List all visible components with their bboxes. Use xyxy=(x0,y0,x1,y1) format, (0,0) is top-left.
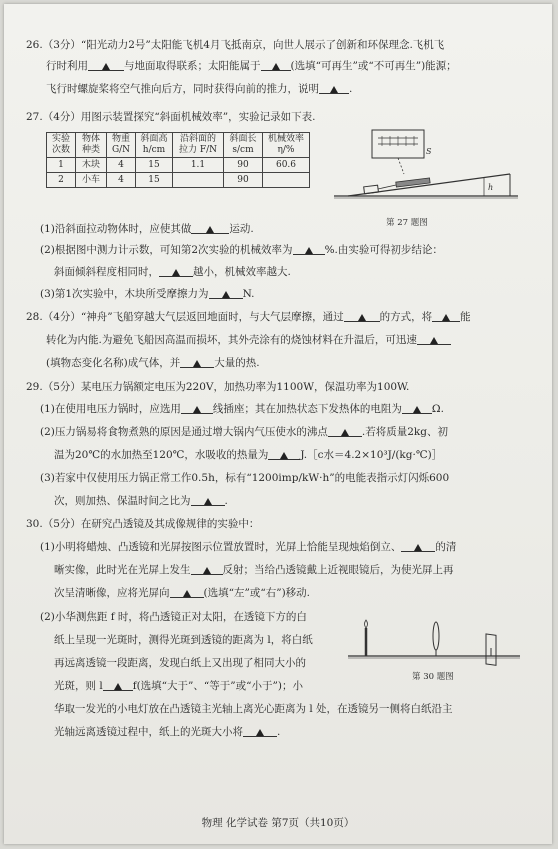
text: (1)沿斜面拉动物体时，应使其做 xyxy=(40,223,192,235)
cell: 2 xyxy=(47,173,76,188)
cell xyxy=(173,173,224,188)
answer-blank[interactable] xyxy=(170,587,204,598)
cell: 4 xyxy=(107,158,136,173)
text: f(选填“大于”、“等于”或“小于”)；小 xyxy=(132,680,303,692)
q26-line2 xyxy=(46,59,457,74)
header-cell: 物体 种类 xyxy=(76,133,107,158)
figure-caption: 第 27 题图 xyxy=(386,218,428,228)
text: . xyxy=(224,495,228,507)
q29-sub3-cont xyxy=(54,494,228,509)
triangle-icon xyxy=(414,544,422,551)
header-cell: 机械效率 η/% xyxy=(263,133,310,158)
height-label: h xyxy=(488,183,494,192)
triangle-icon xyxy=(172,269,180,276)
q30-line1 xyxy=(26,517,259,532)
answer-blank[interactable] xyxy=(88,60,124,71)
text: (1)小明将蜡烛、凸透镜和光屏按图示位置放置时，光屏上恰能呈现烛焰倒立、 xyxy=(40,541,402,553)
triangle-icon xyxy=(204,498,212,505)
q30-sub2-line1 xyxy=(40,610,307,625)
text: 越小，机械效率越大. xyxy=(193,266,291,278)
cell: 60.6 xyxy=(263,158,310,173)
answer-blank[interactable] xyxy=(103,680,133,691)
text: (填物态变化名称)成气体，并 xyxy=(46,357,181,369)
text: .若将质量2kg、初 xyxy=(361,426,448,438)
table-header-row xyxy=(47,133,310,158)
q28-line3 xyxy=(46,356,260,371)
cell: 1.1 xyxy=(173,158,224,173)
triangle-icon xyxy=(358,314,366,321)
q27-sub2-cont xyxy=(54,265,291,280)
text: 27.（4分）用图示装置探究“斜面机械效率”，实验记录如下表. xyxy=(26,111,316,123)
answer-blank[interactable] xyxy=(344,311,380,322)
q30-sub1 xyxy=(40,540,456,555)
cell: 4 xyxy=(107,173,136,188)
text: Ω. xyxy=(431,403,444,415)
text: 反射；当给凸透镜戴上近视眼镜后，为使光屏上再 xyxy=(222,564,454,576)
text: (选填“可再生”或“不可再生”)能源； xyxy=(290,60,457,72)
header-cell: 沿斜面的 拉力 F/N xyxy=(173,133,224,158)
text: 转化为内能.为避免飞船因高温而损坏，其外壳涂有的烧蚀材料在升温后，可迅速 xyxy=(46,334,417,346)
answer-blank[interactable] xyxy=(191,495,225,506)
convex-lens xyxy=(433,622,439,650)
triangle-icon xyxy=(256,729,264,736)
text: 行时利用 xyxy=(46,60,88,72)
q30-sub1-cont1 xyxy=(54,563,454,578)
figure-30 xyxy=(344,608,524,668)
triangle-icon xyxy=(305,247,313,254)
q30-sub2-line4 xyxy=(54,679,303,694)
header-cell: 物重 G/N xyxy=(107,133,136,158)
cell: 90 xyxy=(224,158,263,173)
experiment-table xyxy=(46,132,310,188)
text: 再远离透镜一段距离，发现白纸上又出现了相同大小的 xyxy=(54,657,306,669)
answer-blank[interactable] xyxy=(159,266,193,277)
triangle-icon xyxy=(430,337,438,344)
q29-sub2-cont xyxy=(54,448,442,463)
answer-blank[interactable] xyxy=(180,357,214,368)
triangle-icon xyxy=(203,567,211,574)
triangle-icon xyxy=(183,590,191,597)
length-label: S xyxy=(426,147,432,156)
table-row xyxy=(47,173,310,188)
block xyxy=(364,185,379,194)
text: (1)在使用电压力锅时，应选用 xyxy=(40,403,181,415)
q30-sub2-line5 xyxy=(54,702,453,717)
answer-blank[interactable] xyxy=(417,334,451,345)
triangle-icon xyxy=(206,226,214,233)
text: %.由实验可得初步结论： xyxy=(324,244,443,256)
answer-blank[interactable] xyxy=(402,403,432,414)
triangle-icon xyxy=(280,452,288,459)
text: (2)压力锅易将食物煮熟的原因是通过增大锅内气压使水的沸点 xyxy=(40,426,328,438)
triangle-icon xyxy=(442,314,450,321)
cell: 木块 xyxy=(76,158,107,173)
text: 大量的热. xyxy=(214,357,260,369)
header-cell: 斜面高 h/cm xyxy=(136,133,173,158)
q28-line2 xyxy=(46,333,451,348)
page-footer: 物理 化学试卷 第7页（共10页） xyxy=(201,817,355,829)
text: 的清 xyxy=(435,541,457,553)
text: 华取一发光的小电灯放在凸透镜主光轴上离光心距离为 l 处，在透镜另一侧将白纸沿主 xyxy=(54,703,453,715)
text: 线插座；其在加热状态下发热体的电阻为 xyxy=(212,403,402,415)
text: . xyxy=(277,726,281,738)
q27-sub1 xyxy=(40,222,254,237)
text: 与地面取得联系；太阳能属于 xyxy=(124,60,261,72)
text: 能 xyxy=(460,311,471,323)
q30-sub2-line3 xyxy=(54,656,306,671)
cell: 15 xyxy=(136,173,173,188)
q29-sub1 xyxy=(40,402,444,417)
text: 纸上呈现一光斑时，测得光斑到透镜的距离为 l，将白纸 xyxy=(54,634,313,646)
triangle-icon xyxy=(114,683,122,690)
q30-sub1-cont2 xyxy=(54,586,310,601)
text: 26.（3分）“阳光动力2号”太阳能飞机4月飞抵南京，向世人展示了创新和环保理念.飞机飞 xyxy=(26,39,445,51)
text: 29.（5分）某电压力锅额定电压为220V，加热功率为1100W，保温功率为100W. xyxy=(26,381,410,393)
triangle-icon xyxy=(272,63,280,70)
q26-line3 xyxy=(46,82,352,97)
text: 运动. xyxy=(229,223,254,235)
text: 次呈清晰像，应将光屏向 xyxy=(54,587,170,599)
text: (选填“左”或“右”)移动. xyxy=(203,587,311,599)
triangle-icon xyxy=(222,291,230,298)
answer-blank[interactable] xyxy=(293,244,325,255)
text: (3)第1次实验中，木块所受摩擦力为 xyxy=(40,288,209,300)
q27-sub3 xyxy=(40,287,254,302)
text: 飞行时螺旋桨将空气推向后方，同时获得向前的推力，说明 xyxy=(46,83,319,95)
text: 次，则加热、保温时间之比为 xyxy=(54,495,191,507)
answer-blank[interactable] xyxy=(191,223,229,234)
triangle-icon xyxy=(102,63,110,70)
text: (2)小华测焦距 f 时，将凸透镜正对太阳，在透镜下方的白 xyxy=(40,611,307,623)
text: . xyxy=(349,83,353,95)
cell: 90 xyxy=(224,173,263,188)
q26-line1 xyxy=(26,38,444,53)
answer-blank[interactable] xyxy=(319,83,349,94)
q30-sub2-line2 xyxy=(54,633,313,648)
text: (2)根据图中测力计示数，可知第2次实验的机械效率为 xyxy=(40,244,293,256)
text: 28.（4分）“神舟”飞船穿越大气层返回地面时，与大气层摩擦，通过 xyxy=(26,311,344,323)
answer-blank[interactable] xyxy=(432,311,460,322)
text: 晰实像，此时光在光屏上发生 xyxy=(54,564,191,576)
header-cell: 斜面长 s/cm xyxy=(224,133,263,158)
figure-27 xyxy=(334,128,534,218)
q28-line1 xyxy=(26,310,471,325)
q29-line1 xyxy=(26,380,409,395)
answer-blank[interactable] xyxy=(181,403,213,414)
answer-blank[interactable] xyxy=(191,564,223,575)
cell: 1 xyxy=(47,158,76,173)
answer-blank[interactable] xyxy=(401,541,435,552)
q30-sub2-line6 xyxy=(54,725,280,740)
q27-line1 xyxy=(26,110,315,125)
answer-blank[interactable] xyxy=(328,426,362,437)
q29-sub3 xyxy=(40,471,449,486)
text: 斜面倾斜程度相同时， xyxy=(54,266,159,278)
cell: 15 xyxy=(136,158,173,173)
q29-sub2 xyxy=(40,425,448,440)
answer-blank[interactable] xyxy=(268,449,300,460)
answer-blank[interactable] xyxy=(261,60,291,71)
text: 温为20℃的水加热至120℃，水吸收的热量为 xyxy=(54,449,269,461)
text: 30.（5分）在研究凸透镜及其成像规律的实验中： xyxy=(26,518,260,530)
cell: 小车 xyxy=(76,173,107,188)
triangle-icon xyxy=(413,406,421,413)
triangle-icon xyxy=(193,406,201,413)
triangle-icon xyxy=(341,429,349,436)
triangle-icon xyxy=(330,86,338,93)
table-row xyxy=(47,158,310,173)
figure-caption: 第 30 题图 xyxy=(412,672,454,682)
text: J.［c水＝4.2×10³J/(kg·℃)］ xyxy=(300,449,443,461)
text: 光斑，则 l xyxy=(54,680,103,692)
triangle-icon xyxy=(193,360,201,367)
cell xyxy=(263,173,310,188)
answer-blank[interactable] xyxy=(243,726,277,737)
text: (3)若家中仅使用压力锅正常工作0.5h，标有“1200imp/kW·h”的电能表指示灯闪烁600 xyxy=(40,472,450,484)
exam-page xyxy=(4,4,552,844)
flame-icon xyxy=(365,620,368,628)
text: N. xyxy=(242,288,255,300)
answer-blank[interactable] xyxy=(209,288,243,299)
text: 光轴远离透镜过程中，纸上的光斑大小将 xyxy=(54,726,243,738)
text: 的方式，将 xyxy=(379,311,433,323)
header-cell: 实验 次数 xyxy=(47,133,76,158)
q27-sub2 xyxy=(40,243,443,258)
